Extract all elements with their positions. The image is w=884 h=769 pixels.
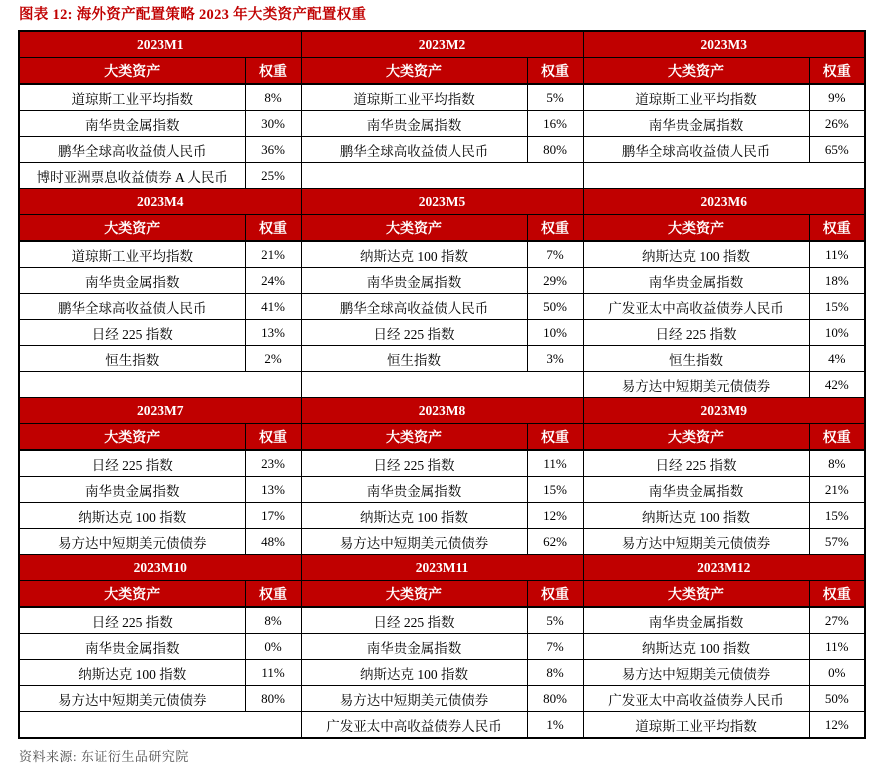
table-row (19, 346, 865, 372)
column-header-asset: 大类资产 (301, 58, 527, 85)
asset-name-cell: 纳斯达克 100 指数 (301, 660, 527, 686)
weight-value-cell: 41% (245, 294, 301, 320)
asset-name-cell: 道琼斯工业平均指数 (583, 712, 809, 739)
weight-value-cell: 10% (527, 320, 583, 346)
weight-value-cell: 12% (809, 712, 865, 739)
asset-name-cell: 鹏华全球高收益债人民币 (301, 137, 527, 163)
asset-name-cell: 南华贵金属指数 (583, 268, 809, 294)
empty-cell (301, 163, 583, 189)
weight-value-cell: 5% (527, 84, 583, 111)
asset-name-cell: 广发亚太中高收益债券人民币 (583, 686, 809, 712)
allocation-weight-table (18, 30, 866, 739)
column-header-asset: 大类资产 (301, 581, 527, 608)
asset-name-cell: 南华贵金属指数 (19, 634, 245, 660)
table-row (19, 268, 865, 294)
asset-name-cell: 纳斯达克 100 指数 (583, 503, 809, 529)
asset-name-cell: 南华贵金属指数 (301, 634, 527, 660)
column-header-weight: 权重 (809, 424, 865, 451)
table-row (19, 163, 865, 189)
table-row (19, 686, 865, 712)
column-header-asset: 大类资产 (583, 215, 809, 242)
weight-value-cell: 15% (809, 503, 865, 529)
asset-name-cell: 日经 225 指数 (19, 450, 245, 477)
figure-title: 图表 12: 海外资产配置策略 2023 年大类资产配置权重 (19, 7, 367, 23)
column-header-weight: 权重 (527, 58, 583, 85)
asset-name-cell: 南华贵金属指数 (19, 477, 245, 503)
table-row (19, 529, 865, 555)
weight-value-cell: 21% (245, 241, 301, 268)
month-header-row (19, 189, 865, 215)
asset-name-cell: 日经 225 指数 (301, 450, 527, 477)
column-header-asset: 大类资产 (19, 58, 245, 85)
asset-name-cell: 纳斯达克 100 指数 (19, 660, 245, 686)
column-header-asset: 大类资产 (19, 581, 245, 608)
weight-value-cell: 0% (245, 634, 301, 660)
weight-value-cell: 11% (527, 450, 583, 477)
weight-value-cell: 17% (245, 503, 301, 529)
asset-name-cell: 恒生指数 (583, 346, 809, 372)
asset-name-cell: 南华贵金属指数 (301, 111, 527, 137)
asset-name-cell: 博时亚洲票息收益债券 A 人民币 (19, 163, 245, 189)
weight-value-cell: 16% (527, 111, 583, 137)
weight-value-cell: 7% (527, 241, 583, 268)
table-row (19, 372, 865, 398)
table-row (19, 634, 865, 660)
column-header-weight: 权重 (245, 215, 301, 242)
weight-value-cell: 8% (809, 450, 865, 477)
table-row (19, 137, 865, 163)
weight-value-cell: 42% (809, 372, 865, 398)
month-header-2023m4: 2023M4 (19, 189, 301, 215)
weight-value-cell: 21% (809, 477, 865, 503)
weight-value-cell: 29% (527, 268, 583, 294)
weight-value-cell: 30% (245, 111, 301, 137)
month-header-2023m9: 2023M9 (583, 398, 865, 424)
asset-name-cell: 鹏华全球高收益债人民币 (583, 137, 809, 163)
asset-name-cell: 道琼斯工业平均指数 (19, 84, 245, 111)
weight-value-cell: 8% (527, 660, 583, 686)
asset-name-cell: 日经 225 指数 (19, 320, 245, 346)
column-header-row (19, 215, 865, 242)
weight-value-cell: 2% (245, 346, 301, 372)
table-row (19, 111, 865, 137)
asset-name-cell: 南华贵金属指数 (301, 477, 527, 503)
weight-value-cell: 10% (809, 320, 865, 346)
asset-name-cell: 鹏华全球高收益债人民币 (19, 137, 245, 163)
weight-value-cell: 57% (809, 529, 865, 555)
asset-name-cell: 鹏华全球高收益债人民币 (301, 294, 527, 320)
weight-value-cell: 13% (245, 320, 301, 346)
asset-name-cell: 恒生指数 (301, 346, 527, 372)
empty-cell (301, 372, 583, 398)
column-header-asset: 大类资产 (583, 424, 809, 451)
asset-name-cell: 鹏华全球高收益债人民币 (19, 294, 245, 320)
asset-name-cell: 南华贵金属指数 (19, 111, 245, 137)
asset-name-cell: 易方达中短期美元债债券 (19, 529, 245, 555)
weight-value-cell: 24% (245, 268, 301, 294)
weight-value-cell: 1% (527, 712, 583, 739)
asset-name-cell: 日经 225 指数 (301, 607, 527, 634)
asset-name-cell: 道琼斯工业平均指数 (19, 241, 245, 268)
table-row (19, 450, 865, 477)
column-header-asset: 大类资产 (583, 58, 809, 85)
weight-value-cell: 25% (245, 163, 301, 189)
weight-value-cell: 50% (527, 294, 583, 320)
asset-name-cell: 道琼斯工业平均指数 (583, 84, 809, 111)
month-header-row (19, 31, 865, 58)
column-header-row (19, 424, 865, 451)
asset-name-cell: 日经 225 指数 (301, 320, 527, 346)
weight-value-cell: 3% (527, 346, 583, 372)
month-header-2023m8: 2023M8 (301, 398, 583, 424)
weight-value-cell: 18% (809, 268, 865, 294)
column-header-weight: 权重 (527, 424, 583, 451)
asset-name-cell: 易方达中短期美元债债券 (301, 529, 527, 555)
table-row (19, 320, 865, 346)
weight-value-cell: 11% (245, 660, 301, 686)
asset-name-cell: 恒生指数 (19, 346, 245, 372)
column-header-asset: 大类资产 (583, 581, 809, 608)
weight-value-cell: 80% (527, 137, 583, 163)
month-header-2023m1: 2023M1 (19, 31, 301, 58)
table-row (19, 241, 865, 268)
column-header-asset: 大类资产 (19, 424, 245, 451)
month-header-2023m11: 2023M11 (301, 555, 583, 581)
weight-value-cell: 7% (527, 634, 583, 660)
table-row (19, 503, 865, 529)
weight-value-cell: 11% (809, 241, 865, 268)
empty-cell (19, 372, 301, 398)
weight-value-cell: 50% (809, 686, 865, 712)
column-header-weight: 权重 (527, 215, 583, 242)
weight-value-cell: 36% (245, 137, 301, 163)
weight-value-cell: 11% (809, 634, 865, 660)
source-note: 资料来源: 东证衍生品研究院 (19, 749, 189, 765)
table-row (19, 477, 865, 503)
column-header-row (19, 581, 865, 608)
asset-name-cell: 易方达中短期美元债债券 (301, 686, 527, 712)
asset-name-cell: 南华贵金属指数 (19, 268, 245, 294)
column-header-weight: 权重 (809, 581, 865, 608)
column-header-weight: 权重 (245, 58, 301, 85)
column-header-weight: 权重 (809, 215, 865, 242)
column-header-weight: 权重 (245, 424, 301, 451)
asset-name-cell: 纳斯达克 100 指数 (301, 241, 527, 268)
column-header-row (19, 58, 865, 85)
asset-name-cell: 南华贵金属指数 (583, 111, 809, 137)
asset-name-cell: 广发亚太中高收益债券人民币 (301, 712, 527, 739)
allocation-table-body (19, 31, 865, 738)
column-header-asset: 大类资产 (301, 424, 527, 451)
month-header-2023m2: 2023M2 (301, 31, 583, 58)
weight-value-cell: 15% (527, 477, 583, 503)
weight-value-cell: 27% (809, 607, 865, 634)
weight-value-cell: 8% (245, 607, 301, 634)
weight-value-cell: 26% (809, 111, 865, 137)
weight-value-cell: 15% (809, 294, 865, 320)
month-header-2023m10: 2023M10 (19, 555, 301, 581)
weight-value-cell: 0% (809, 660, 865, 686)
asset-name-cell: 日经 225 指数 (583, 320, 809, 346)
month-header-row (19, 398, 865, 424)
table-row (19, 607, 865, 634)
asset-name-cell: 日经 225 指数 (583, 450, 809, 477)
weight-value-cell: 13% (245, 477, 301, 503)
weight-value-cell: 9% (809, 84, 865, 111)
asset-name-cell: 南华贵金属指数 (583, 477, 809, 503)
month-header-2023m5: 2023M5 (301, 189, 583, 215)
weight-value-cell: 65% (809, 137, 865, 163)
asset-name-cell: 南华贵金属指数 (301, 268, 527, 294)
weight-value-cell: 48% (245, 529, 301, 555)
asset-name-cell: 日经 225 指数 (19, 607, 245, 634)
column-header-weight: 权重 (527, 581, 583, 608)
weight-value-cell: 80% (527, 686, 583, 712)
weight-value-cell: 80% (245, 686, 301, 712)
table-row (19, 660, 865, 686)
weight-value-cell: 12% (527, 503, 583, 529)
weight-value-cell: 5% (527, 607, 583, 634)
table-row (19, 84, 865, 111)
asset-name-cell: 易方达中短期美元债债券 (583, 660, 809, 686)
month-header-2023m3: 2023M3 (583, 31, 865, 58)
asset-name-cell: 纳斯达克 100 指数 (583, 634, 809, 660)
column-header-weight: 权重 (809, 58, 865, 85)
asset-name-cell: 易方达中短期美元债债券 (583, 372, 809, 398)
table-row (19, 712, 865, 739)
weight-value-cell: 62% (527, 529, 583, 555)
month-header-2023m6: 2023M6 (583, 189, 865, 215)
month-header-row (19, 555, 865, 581)
asset-name-cell: 纳斯达克 100 指数 (583, 241, 809, 268)
month-header-2023m12: 2023M12 (583, 555, 865, 581)
weight-value-cell: 4% (809, 346, 865, 372)
asset-name-cell: 纳斯达克 100 指数 (301, 503, 527, 529)
column-header-weight: 权重 (245, 581, 301, 608)
weight-value-cell: 23% (245, 450, 301, 477)
month-header-2023m7: 2023M7 (19, 398, 301, 424)
asset-name-cell: 南华贵金属指数 (583, 607, 809, 634)
empty-cell (583, 163, 865, 189)
weight-value-cell: 8% (245, 84, 301, 111)
asset-name-cell: 易方达中短期美元债债券 (583, 529, 809, 555)
asset-name-cell: 易方达中短期美元债债券 (19, 686, 245, 712)
asset-name-cell: 纳斯达克 100 指数 (19, 503, 245, 529)
table-row (19, 294, 865, 320)
column-header-asset: 大类资产 (301, 215, 527, 242)
asset-name-cell: 道琼斯工业平均指数 (301, 84, 527, 111)
column-header-asset: 大类资产 (19, 215, 245, 242)
empty-cell (19, 712, 301, 739)
asset-name-cell: 广发亚太中高收益债券人民币 (583, 294, 809, 320)
